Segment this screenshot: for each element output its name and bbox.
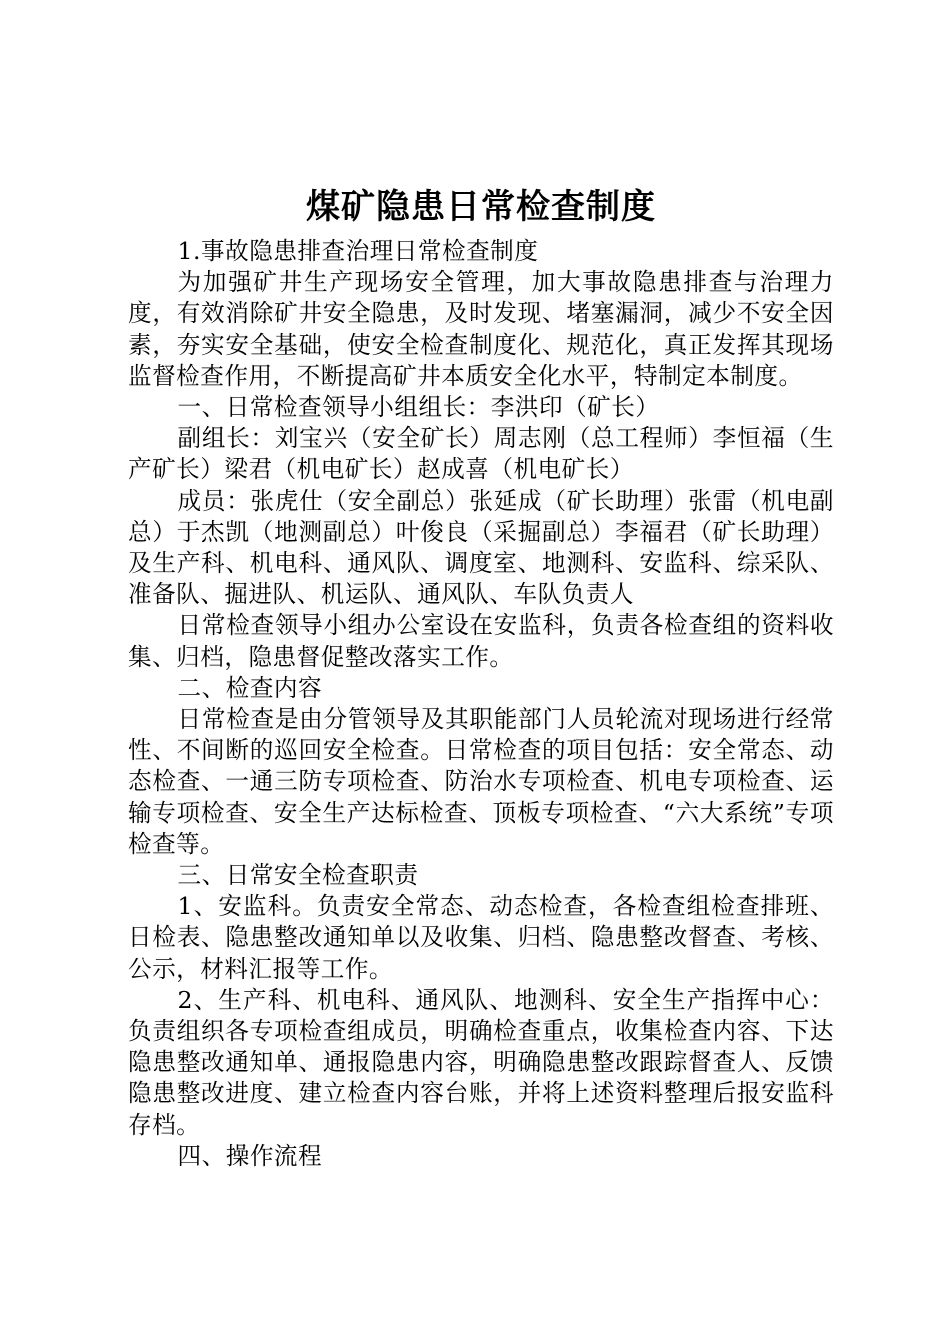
duty-item-1: 1、安监科。负责安全常态、动态检查，各检查组检查排班、日检表、隐患整改通知单以及收集、归档、隐患整改督查、考核、公示，材料汇报等工作。 bbox=[128, 892, 834, 983]
inspection-content-heading: 二、检查内容 bbox=[177, 673, 323, 702]
duties-heading: 三、日常安全检查职责 bbox=[177, 861, 419, 890]
members-paragraph: 成员：张虎仕（安全副总）张延成（矿长助理）张雷（机电副总）于杰凯（地测副总）叶俊良（采掘副总）李福君（矿长助理）及生产科、机电科、通风队、调度室、地测科、安监科、综采队、准备队、掘进队、机运队、通风队、车队负责人 bbox=[128, 486, 834, 609]
document-title: 煤矿隐患日常检查制度 bbox=[306, 187, 656, 227]
section-heading-daily-check-system: 1.事故隐患排查治理日常检查制度 bbox=[177, 237, 539, 265]
office-paragraph: 日常检查领导小组办公室设在安监科，负责各检查组的资料收集、归档，隐患督促整改落实工作。 bbox=[128, 611, 834, 671]
procedure-heading: 四、操作流程 bbox=[177, 1141, 323, 1170]
document-page bbox=[128, 178, 834, 1172]
inspection-content-paragraph: 日常检查是由分管领导及其职能部门人员轮流对现场进行经常性、不间断的巡回安全检查。日常检查的项目包括：安全常态、动态检查、一通三防专项检查、防治水专项检查、机电专项检查、运输专项检查、安全生产达标检查、顶板专项检查、“六大系统”专项检查等。 bbox=[128, 705, 834, 858]
duty-item-2: 2、生产科、机电科、通风队、地测科、安全生产指挥中心：负责组织各专项检查组成员，明确检查重点，收集检查内容、下达隐患整改通知单、通报隐患内容，明确隐患整改跟踪督查人、反馈隐患整改进度、建立检查内容台账，并将上述资料整理后报安监科存档。 bbox=[128, 985, 834, 1139]
intro-paragraph: 为加强矿井生产现场安全管理，加大事故隐患排查与治理力度，有效消除矿井安全隐患，及时发现、堵塞漏洞，减少不安全因素，夯实安全基础，使安全检查制度化、规范化，真正发挥其现场监督检查作用，不断提高矿井本质安全化水平，特制定本制度。 bbox=[128, 268, 834, 390]
deputy-leaders-paragraph: 副组长：刘宝兴（安全矿长）周志刚（总工程师）李恒福（生产矿长）梁君（机电矿长）赵成喜（机电矿长） bbox=[128, 424, 834, 484]
leader-group-heading: 一、日常检查领导小组组长：李洪印（矿长） bbox=[177, 393, 660, 422]
